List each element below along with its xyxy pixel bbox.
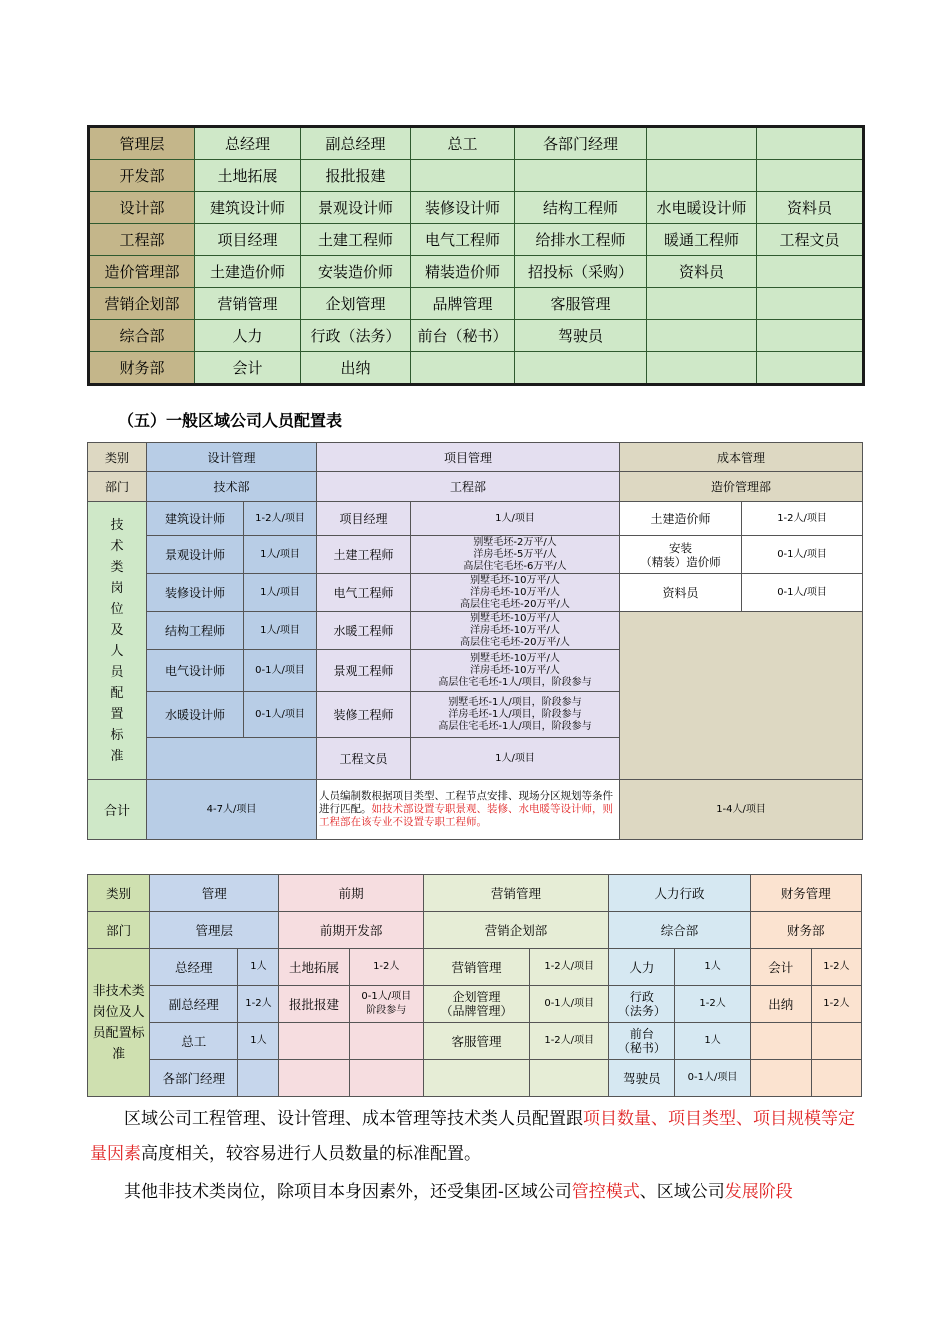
role-cell: 暖通工程师 bbox=[647, 224, 757, 256]
eng-standard: 别墅毛坯-10万平/人 洋房毛坯-10万平/人 高层住宅毛坯-20万平/人 bbox=[411, 574, 620, 612]
total-label: 合计 bbox=[88, 780, 147, 840]
position-name bbox=[750, 1060, 811, 1097]
eng-standard: 别墅毛坯-1人/项目，阶段参与 洋房毛坯-1人/项目，阶段参与 高层住宅毛坯-1人/项目，阶段参与 bbox=[411, 692, 620, 738]
role-cell: 驾驶员 bbox=[515, 320, 647, 352]
position-standard: 1-2人 bbox=[811, 986, 861, 1023]
design-standard: 0-1人/项目 bbox=[244, 692, 317, 738]
role-cell: 客服管理 bbox=[515, 288, 647, 320]
cost-standard: 0-1人/项目 bbox=[742, 536, 863, 574]
department-finance: 财务部 bbox=[750, 912, 861, 949]
table1-row bbox=[89, 224, 864, 256]
role-cell: 资料员 bbox=[757, 192, 864, 224]
category-early-stage: 前期 bbox=[279, 875, 423, 912]
category-design: 设计管理 bbox=[147, 443, 317, 472]
position-name: 出纳 bbox=[750, 986, 811, 1023]
position-standard: 1-2人 bbox=[349, 949, 423, 986]
position-name: 副总经理 bbox=[150, 986, 238, 1023]
role-cell bbox=[411, 160, 515, 192]
table1-row bbox=[89, 352, 864, 385]
role-cell bbox=[757, 127, 864, 160]
design-role: 装修设计师 bbox=[147, 574, 244, 612]
role-cell bbox=[757, 256, 864, 288]
design-role: 电气设计师 bbox=[147, 650, 244, 692]
table3-row bbox=[88, 949, 862, 986]
role-cell bbox=[515, 160, 647, 192]
department-name: 管理层 bbox=[89, 127, 195, 160]
paragraph-1 bbox=[90, 1102, 866, 1172]
position-standard: 1-2人 bbox=[811, 949, 861, 986]
department-hr-admin: 综合部 bbox=[609, 912, 750, 949]
role-cell: 土建造价师 bbox=[195, 256, 301, 288]
department-management: 管理层 bbox=[150, 912, 279, 949]
total-note bbox=[317, 780, 620, 840]
role-cell bbox=[411, 352, 515, 385]
table3-row bbox=[88, 1060, 862, 1097]
role-cell: 水电暖设计师 bbox=[647, 192, 757, 224]
role-cell: 资料员 bbox=[647, 256, 757, 288]
department-marketing: 营销企划部 bbox=[423, 912, 608, 949]
department-name: 营销企划部 bbox=[89, 288, 195, 320]
position-name: 土地拓展 bbox=[279, 949, 349, 986]
table3-row bbox=[88, 986, 862, 1023]
position-standard: 0-1人/项目 bbox=[530, 986, 609, 1023]
role-cell: 安装造价师 bbox=[301, 256, 411, 288]
position-name: 前台 （秘书） bbox=[609, 1023, 675, 1060]
position-name bbox=[750, 1023, 811, 1060]
position-standard: 1人 bbox=[238, 949, 279, 986]
position-standard bbox=[811, 1023, 861, 1060]
role-cell: 建筑设计师 bbox=[195, 192, 301, 224]
position-name: 客服管理 bbox=[423, 1023, 529, 1060]
design-role: 结构工程师 bbox=[147, 612, 244, 650]
department-label: 部门 bbox=[88, 912, 150, 949]
eng-standard: 别墅毛坯-10万平/人 洋房毛坯-10万平/人 高层住宅毛坯-1人/项目，阶段参与 bbox=[411, 650, 620, 692]
role-cell: 结构工程师 bbox=[515, 192, 647, 224]
design-standard: 1人/项目 bbox=[244, 612, 317, 650]
department-tech: 技术部 bbox=[147, 472, 317, 502]
position-standard: 1-2人/项目 bbox=[530, 1023, 609, 1060]
total-note-black: 人员编制数根据项目类型、工程节点安排、现场分区规划等条件进行匹配。 bbox=[319, 790, 614, 815]
para2-d: 发展阶段 bbox=[724, 1182, 793, 1202]
department-name: 造价管理部 bbox=[89, 256, 195, 288]
para1-c: 高度相关，较容易进行人员数量的标准配置。 bbox=[141, 1144, 481, 1164]
role-cell bbox=[647, 160, 757, 192]
department-roles-table bbox=[87, 125, 865, 386]
category-management: 管理 bbox=[150, 875, 279, 912]
position-name bbox=[279, 1023, 349, 1060]
design-standard: 1人/项目 bbox=[244, 536, 317, 574]
eng-role: 电气工程师 bbox=[317, 574, 411, 612]
design-standard: 1-2人/项目 bbox=[244, 502, 317, 536]
role-cell: 土地拓展 bbox=[195, 160, 301, 192]
table1-row bbox=[89, 288, 864, 320]
role-cell: 招投标（采购） bbox=[515, 256, 647, 288]
para1-a: 区域公司工程管理、设计管理、成本管理等技术类人员配置跟 bbox=[124, 1109, 583, 1129]
role-cell bbox=[757, 352, 864, 385]
position-name: 总经理 bbox=[150, 949, 238, 986]
non-technical-staffing-table bbox=[87, 874, 862, 1097]
department-cost: 造价管理部 bbox=[620, 472, 863, 502]
role-cell: 营销管理 bbox=[195, 288, 301, 320]
para2-c: 、区域公司 bbox=[639, 1182, 725, 1202]
position-name: 会计 bbox=[750, 949, 811, 986]
position-standard: 1-2人 bbox=[675, 986, 750, 1023]
eng-standard: 别墅毛坯-10万平/人 洋房毛坯-10万平/人 高层住宅毛坯-20万平/人 bbox=[411, 612, 620, 650]
eng-standard: 别墅毛坯-2万平/人 洋房毛坯-5万平/人 高层住宅毛坯-6万平/人 bbox=[411, 536, 620, 574]
non-technical-side-label: 非技术类岗位及人员配置标准 bbox=[88, 949, 150, 1097]
cost-role: 土建造价师 bbox=[620, 502, 742, 536]
eng-role: 装修工程师 bbox=[317, 692, 411, 738]
total-cost: 1-4人/项目 bbox=[620, 780, 863, 840]
role-cell: 电气工程师 bbox=[411, 224, 515, 256]
role-cell: 企划管理 bbox=[301, 288, 411, 320]
paragraph-2 bbox=[90, 1175, 866, 1210]
eng-role: 项目经理 bbox=[317, 502, 411, 536]
table1-row bbox=[89, 127, 864, 160]
role-cell: 土建工程师 bbox=[301, 224, 411, 256]
category-marketing: 营销管理 bbox=[423, 875, 608, 912]
role-cell: 景观设计师 bbox=[301, 192, 411, 224]
department-eng: 工程部 bbox=[317, 472, 620, 502]
technical-side-label bbox=[88, 502, 147, 780]
position-standard bbox=[349, 1060, 423, 1097]
technical-staffing-table bbox=[87, 442, 863, 840]
position-name: 各部门经理 bbox=[150, 1060, 238, 1097]
position-standard: 1人 bbox=[675, 949, 750, 986]
eng-standard: 1人/项目 bbox=[411, 502, 620, 536]
total-design: 4-7人/项目 bbox=[147, 780, 317, 840]
position-name: 行政 （法务） bbox=[609, 986, 675, 1023]
department-name: 财务部 bbox=[89, 352, 195, 385]
category-project: 项目管理 bbox=[317, 443, 620, 472]
role-cell bbox=[647, 320, 757, 352]
role-cell bbox=[757, 320, 864, 352]
table1-row bbox=[89, 256, 864, 288]
para1-b: 项目数量、项目类型、项目规模等定量因素 bbox=[90, 1109, 855, 1164]
role-cell: 副总经理 bbox=[301, 127, 411, 160]
role-cell: 工程文员 bbox=[757, 224, 864, 256]
position-name: 驾驶员 bbox=[609, 1060, 675, 1097]
cost-role: 资料员 bbox=[620, 574, 742, 612]
position-standard: 0-1人/项目 bbox=[675, 1060, 750, 1097]
table1-row bbox=[89, 160, 864, 192]
eng-role: 土建工程师 bbox=[317, 536, 411, 574]
para2-a: 其他非技术类岗位，除项目本身因素外，还受集团-区域公司 bbox=[124, 1182, 572, 1202]
position-standard: 0-1人/项目 阶段参与 bbox=[349, 986, 423, 1023]
design-role: 水暖设计师 bbox=[147, 692, 244, 738]
technical-side-text: 技 术 类 岗 位 及 人 员 配 置 标 准 bbox=[110, 517, 124, 764]
role-cell bbox=[515, 352, 647, 385]
position-standard: 1-2人/项目 bbox=[530, 949, 609, 986]
department-name: 开发部 bbox=[89, 160, 195, 192]
role-cell: 装修设计师 bbox=[411, 192, 515, 224]
position-standard: 1-2人 bbox=[238, 986, 279, 1023]
design-empty bbox=[147, 738, 317, 780]
eng-role: 工程文员 bbox=[317, 738, 411, 780]
position-standard: 1人 bbox=[675, 1023, 750, 1060]
role-cell bbox=[757, 160, 864, 192]
role-cell bbox=[647, 288, 757, 320]
section-heading: （五）一般区域公司人员配置表 bbox=[118, 411, 343, 430]
role-cell: 精装造价师 bbox=[411, 256, 515, 288]
category-label: 类别 bbox=[88, 875, 150, 912]
total-note-red: 如技术部设置专职景观、装修、水电暖等设计师，则工程部在该专业不设置专职工程师。 bbox=[319, 803, 614, 828]
design-role: 景观设计师 bbox=[147, 536, 244, 574]
design-role: 建筑设计师 bbox=[147, 502, 244, 536]
department-early-stage: 前期开发部 bbox=[279, 912, 423, 949]
role-cell: 会计 bbox=[195, 352, 301, 385]
position-name bbox=[279, 1060, 349, 1097]
category-cost: 成本管理 bbox=[620, 443, 863, 472]
position-standard bbox=[238, 1060, 279, 1097]
role-cell bbox=[757, 288, 864, 320]
department-name: 设计部 bbox=[89, 192, 195, 224]
role-cell: 出纳 bbox=[301, 352, 411, 385]
role-cell: 总经理 bbox=[195, 127, 301, 160]
role-cell bbox=[647, 127, 757, 160]
role-cell: 各部门经理 bbox=[515, 127, 647, 160]
position-standard bbox=[530, 1060, 609, 1097]
position-name: 企划管理 （品牌管理） bbox=[423, 986, 529, 1023]
position-name: 总工 bbox=[150, 1023, 238, 1060]
role-cell: 项目经理 bbox=[195, 224, 301, 256]
role-cell: 前台（秘书） bbox=[411, 320, 515, 352]
department-label: 部门 bbox=[88, 472, 147, 502]
department-name: 工程部 bbox=[89, 224, 195, 256]
cost-standard: 0-1人/项目 bbox=[742, 574, 863, 612]
table1-row bbox=[89, 320, 864, 352]
cost-standard: 1-2人/项目 bbox=[742, 502, 863, 536]
category-label: 类别 bbox=[88, 443, 147, 472]
eng-role: 景观工程师 bbox=[317, 650, 411, 692]
eng-standard: 1人/项目 bbox=[411, 738, 620, 780]
role-cell: 总工 bbox=[411, 127, 515, 160]
para2-b: 管控模式 bbox=[571, 1182, 640, 1202]
cost-empty bbox=[620, 612, 863, 780]
position-standard bbox=[349, 1023, 423, 1060]
position-name: 营销管理 bbox=[423, 949, 529, 986]
design-standard: 1人/项目 bbox=[244, 574, 317, 612]
design-standard: 0-1人/项目 bbox=[244, 650, 317, 692]
role-cell: 行政（法务） bbox=[301, 320, 411, 352]
table1-row bbox=[89, 192, 864, 224]
cost-role: 安装 （精装）造价师 bbox=[620, 536, 742, 574]
role-cell: 人力 bbox=[195, 320, 301, 352]
department-name: 综合部 bbox=[89, 320, 195, 352]
position-name: 人力 bbox=[609, 949, 675, 986]
role-cell bbox=[647, 352, 757, 385]
category-finance: 财务管理 bbox=[750, 875, 861, 912]
position-name: 报批报建 bbox=[279, 986, 349, 1023]
position-standard bbox=[811, 1060, 861, 1097]
position-standard: 1人 bbox=[238, 1023, 279, 1060]
table3-row bbox=[88, 1023, 862, 1060]
eng-role: 水暖工程师 bbox=[317, 612, 411, 650]
category-hr-admin: 人力行政 bbox=[609, 875, 750, 912]
role-cell: 品牌管理 bbox=[411, 288, 515, 320]
role-cell: 给排水工程师 bbox=[515, 224, 647, 256]
position-name bbox=[423, 1060, 529, 1097]
role-cell: 报批报建 bbox=[301, 160, 411, 192]
